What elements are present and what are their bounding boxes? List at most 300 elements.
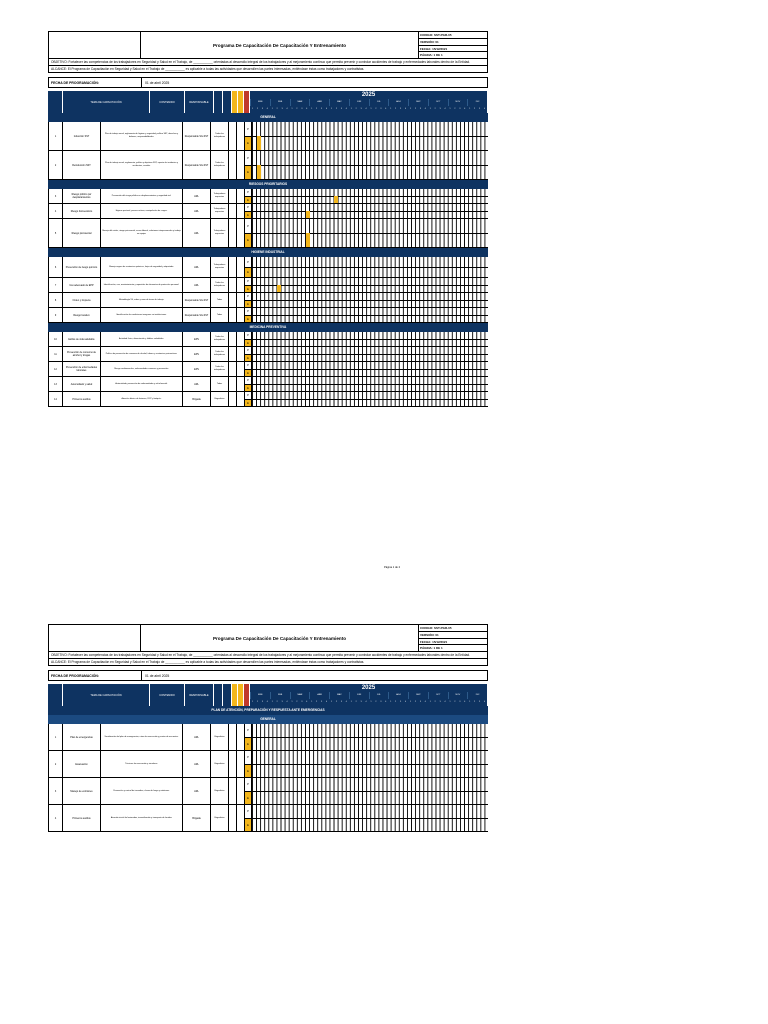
row-tema: Estilos de vida saludable bbox=[63, 332, 101, 346]
row-tema: Prevención de enfermedades laborales bbox=[63, 362, 101, 376]
plan-label: P bbox=[247, 260, 249, 264]
week-label: 3 bbox=[439, 108, 441, 111]
month-label: AGO bbox=[388, 692, 408, 699]
row-responsable: ARL bbox=[183, 257, 211, 277]
section-header: GENERAL bbox=[48, 113, 488, 122]
row-number: 1 bbox=[49, 122, 63, 150]
month-label: MAY bbox=[329, 99, 349, 106]
row-tema: Riesgo psicosocial bbox=[63, 219, 101, 247]
table-row bbox=[48, 724, 488, 751]
week-label: 3 bbox=[321, 701, 323, 704]
col-header-blank bbox=[214, 684, 223, 706]
scheduled-week-mark bbox=[306, 233, 310, 247]
row-blank bbox=[229, 122, 237, 150]
week-label: 1 bbox=[350, 701, 352, 704]
col-header-tema: TEMA DE CAPACITACIÓN bbox=[63, 91, 150, 113]
row-dirigido: Todos los trabajadores bbox=[211, 151, 229, 179]
week-label: 3 bbox=[380, 108, 382, 111]
codigo-label: CODIGO: SST-PGR-05 bbox=[419, 625, 487, 632]
week-label: 1 bbox=[291, 701, 293, 704]
week-label: 4 bbox=[326, 701, 328, 704]
row-responsable: ARL bbox=[183, 204, 211, 218]
plan-exec-cell bbox=[245, 347, 252, 361]
row-number: 14 bbox=[49, 392, 63, 406]
week-label: 1 bbox=[370, 701, 372, 704]
row-contenido: Política de prevención de consumo de alcohol, tabaco y sustancias psicoactivas. bbox=[101, 347, 183, 361]
plan-label: P bbox=[247, 810, 249, 814]
fecha-programacion-value: 01 de abril 2025 bbox=[145, 80, 170, 85]
row-responsable: EPS bbox=[183, 362, 211, 376]
month-label: JUL bbox=[369, 692, 389, 699]
plan-exec-cell bbox=[245, 204, 252, 218]
week-label: 4 bbox=[484, 701, 486, 704]
fecha-programacion-value: 01 de abril 2025 bbox=[145, 673, 170, 678]
scheduled-week-mark bbox=[277, 285, 281, 292]
week-label: 1 bbox=[251, 108, 253, 111]
week-label: 4 bbox=[385, 108, 387, 111]
grid-midline bbox=[252, 285, 488, 286]
week-label: 2 bbox=[434, 701, 436, 704]
week-label: 3 bbox=[261, 701, 263, 704]
week-label: 1 bbox=[429, 108, 431, 111]
month-label: FEB bbox=[270, 692, 290, 699]
week-label: 2 bbox=[276, 108, 278, 111]
table-row bbox=[48, 189, 488, 204]
plan-exec-cell bbox=[245, 377, 252, 391]
row-blank bbox=[237, 293, 245, 307]
week-label: 4 bbox=[484, 108, 486, 111]
row-responsable: ARL bbox=[183, 189, 211, 203]
week-grid bbox=[252, 257, 488, 277]
week-label: 1 bbox=[291, 108, 293, 111]
row-contenido: Prevención del riesgo público en desplazamientos y seguridad vial. bbox=[101, 189, 183, 203]
row-number: 6 bbox=[49, 257, 63, 277]
row-number: 4 bbox=[49, 204, 63, 218]
month-label: AGO bbox=[388, 99, 408, 106]
row-blank bbox=[237, 392, 245, 406]
table-row bbox=[48, 377, 488, 392]
row-blank bbox=[229, 347, 237, 361]
document-page-1 bbox=[48, 31, 488, 407]
row-responsable: Responsable SG-SST bbox=[183, 308, 211, 322]
table-row bbox=[48, 392, 488, 407]
row-dirigido: Todos los trabajadores bbox=[211, 347, 229, 361]
plan-exec-cell bbox=[245, 278, 252, 292]
pagina-label: PÁGINA: 1 DE 1 bbox=[420, 53, 443, 58]
pagina-label: PÁGINA: 1 DE 1 bbox=[420, 646, 443, 651]
table-row bbox=[48, 151, 488, 180]
week-label: 3 bbox=[459, 108, 461, 111]
exec-label: E bbox=[245, 233, 251, 248]
week-label: 1 bbox=[330, 701, 332, 704]
plan-exec-cell bbox=[245, 392, 252, 406]
table-row bbox=[48, 257, 488, 278]
exec-label: E bbox=[245, 339, 251, 347]
week-label: 1 bbox=[409, 701, 411, 704]
row-responsable: EPS bbox=[183, 332, 211, 346]
row-contenido: Actividad física, alimentación y hábitos saludables. bbox=[101, 332, 183, 346]
row-dirigido: Todos los trabajadores bbox=[211, 362, 229, 376]
table-row bbox=[48, 293, 488, 308]
week-label: 2 bbox=[296, 701, 298, 704]
grid-midline bbox=[252, 136, 488, 137]
objetivo-text: OBJETIVO: Fortalecer las competencias de los trabajadores en Seguridad y Salud en el Trabajo, de ___________ orientadas al desarrollo integral de los trabajadores y al mejoramiento continuo que permita prevenir y controlar accidentes de trabajo y enfermedades laborales dentro de la Entidad. bbox=[48, 652, 488, 659]
grid-midline bbox=[252, 339, 488, 340]
row-number: 8 bbox=[49, 293, 63, 307]
week-grid bbox=[252, 204, 488, 218]
row-contenido: Autocuidado, prevención de enfermedades y salud mental. bbox=[101, 377, 183, 391]
row-contenido: Atención básica de lesiones, RCP y botiquín. bbox=[101, 392, 183, 406]
plan-exec-cell bbox=[245, 362, 252, 376]
week-label: 1 bbox=[469, 701, 471, 704]
month-label: MAR bbox=[290, 692, 310, 699]
grid-midline bbox=[252, 233, 488, 234]
week-label: 2 bbox=[434, 108, 436, 111]
week-label: 4 bbox=[444, 701, 446, 704]
row-tema: Autocuidado y salud bbox=[63, 377, 101, 391]
week-row bbox=[250, 699, 487, 706]
row-number: 1 bbox=[49, 724, 63, 750]
row-number: 11 bbox=[49, 347, 63, 361]
fecha-programacion-label: FECHA DE PROGRAMACIÓN: bbox=[49, 671, 142, 680]
row-blank bbox=[237, 362, 245, 376]
table-row bbox=[48, 362, 488, 377]
row-blank bbox=[229, 778, 237, 804]
row-tema: Plan de emergencias bbox=[63, 724, 101, 750]
plan-exec-cell bbox=[245, 332, 252, 346]
week-label: 1 bbox=[330, 108, 332, 111]
row-blank bbox=[237, 332, 245, 346]
row-tema: Inducción SST bbox=[63, 122, 101, 150]
row-blank bbox=[229, 805, 237, 831]
week-label: 2 bbox=[395, 108, 397, 111]
plan-label: P bbox=[247, 334, 249, 338]
plan-label: P bbox=[247, 729, 249, 733]
exec-label: E bbox=[245, 285, 251, 293]
plan-exec-cell bbox=[245, 724, 252, 750]
plan-label: P bbox=[247, 379, 249, 383]
month-label: NOV bbox=[448, 99, 468, 106]
table-row bbox=[48, 219, 488, 248]
week-grid bbox=[252, 151, 488, 179]
week-label: 4 bbox=[306, 108, 308, 111]
week-label: 2 bbox=[474, 108, 476, 111]
table-row bbox=[48, 204, 488, 219]
schedule-table bbox=[48, 684, 488, 832]
week-label: 2 bbox=[474, 701, 476, 704]
week-label: 1 bbox=[429, 701, 431, 704]
week-label: 3 bbox=[301, 701, 303, 704]
grid-midline bbox=[252, 211, 488, 212]
week-label: 2 bbox=[414, 701, 416, 704]
week-label: 4 bbox=[424, 108, 426, 111]
week-label: 4 bbox=[405, 701, 407, 704]
section-header: MEDICINA PREVENTIVA bbox=[48, 323, 488, 332]
row-blank bbox=[229, 293, 237, 307]
month-label: FEB bbox=[270, 99, 290, 106]
grid-midline bbox=[252, 165, 488, 166]
plan-label: P bbox=[247, 756, 249, 760]
col-header-responsable: RESPONSABLE bbox=[185, 684, 214, 706]
week-grid bbox=[252, 751, 488, 777]
grid-midline bbox=[252, 399, 488, 400]
row-blank bbox=[229, 219, 237, 247]
week-label: 1 bbox=[350, 108, 352, 111]
week-label: 3 bbox=[360, 108, 362, 111]
schedule-table bbox=[48, 91, 488, 407]
row-dirigido: Brigadistas bbox=[211, 751, 229, 777]
month-label: MAR bbox=[290, 99, 310, 106]
document-header bbox=[48, 31, 488, 59]
row-number: 10 bbox=[49, 332, 63, 346]
table-row bbox=[48, 778, 488, 805]
week-label: 3 bbox=[321, 108, 323, 111]
row-contenido: Técnicas de evacuación y simulacro. bbox=[101, 751, 183, 777]
section-subheader: GENERAL bbox=[48, 715, 488, 724]
row-blank bbox=[237, 204, 245, 218]
row-blank bbox=[229, 189, 237, 203]
row-tema: Evacuación bbox=[63, 751, 101, 777]
exec-label: E bbox=[245, 300, 251, 308]
row-contenido: Manejo seguro de sustancias químicas, hojas de seguridad y etiquetado. bbox=[101, 257, 183, 277]
month-label: ABR bbox=[309, 99, 329, 106]
row-contenido: Plan de trabajo anual, reglamento, política y objetivos SST, reporte de incidentes y accidentes, comités. bbox=[101, 151, 183, 179]
week-label: 2 bbox=[414, 108, 416, 111]
scheduled-week-mark bbox=[257, 136, 261, 150]
row-responsable: EPS bbox=[183, 347, 211, 361]
row-tema: Reinducción SST bbox=[63, 151, 101, 179]
document-header bbox=[48, 624, 488, 652]
week-grid bbox=[252, 189, 488, 203]
week-label: 4 bbox=[286, 108, 288, 111]
section-header: PLAN DE ATENCIÓN, PREPARACIÓN Y RESPUESTA ANTE EMERGENCIAS bbox=[48, 706, 488, 715]
section-header: RIESGOS PRIORITARIOS bbox=[48, 180, 488, 189]
row-number: 9 bbox=[49, 308, 63, 322]
week-label: 4 bbox=[365, 701, 367, 704]
row-contenido: Atención inicial de lesionados, inmovilización y transporte de heridos. bbox=[101, 805, 183, 831]
week-label: 4 bbox=[306, 701, 308, 704]
week-grid bbox=[252, 293, 488, 307]
week-label: 4 bbox=[266, 701, 268, 704]
col-header-responsable: RESPONSABLE bbox=[185, 91, 214, 113]
row-tema: Primeros auxilios bbox=[63, 805, 101, 831]
plan-label: P bbox=[247, 224, 249, 228]
col-header-contenido: CONTENIDO bbox=[150, 684, 185, 706]
month-row bbox=[250, 692, 487, 699]
week-label: 2 bbox=[335, 108, 337, 111]
year-label: 2025 bbox=[361, 685, 376, 692]
col-header-tema: TEMA DE CAPACITACIÓN bbox=[63, 684, 150, 706]
row-responsable: Brigada bbox=[183, 392, 211, 406]
grid-midline bbox=[252, 764, 488, 765]
week-label: 4 bbox=[405, 108, 407, 111]
week-label: 2 bbox=[316, 108, 318, 111]
week-label: 3 bbox=[281, 701, 283, 704]
row-number: 2 bbox=[49, 151, 63, 179]
week-label: 4 bbox=[326, 108, 328, 111]
fecha-label: FECHA: 15/12/2021 bbox=[419, 639, 487, 646]
objetivo-text: OBJETIVO: Fortalecer las competencias de los trabajadores en Seguridad y Salud en el Trabajo, de ___________ orientadas al desarrollo integral de los trabajadores y al mejoramiento continuo que permita prevenir y controlar accidentes de trabajo y enfermedades laborales dentro de la Entidad. bbox=[48, 59, 488, 66]
exec-label: E bbox=[245, 165, 251, 180]
document-title: Programa De Capacitación De Capacitación Y Entrenamiento bbox=[141, 625, 419, 651]
fecha-programacion-label: FECHA DE PROGRAMACIÓN: bbox=[49, 78, 142, 87]
table-row bbox=[48, 805, 488, 832]
document-page-2 bbox=[48, 624, 488, 832]
week-label: 3 bbox=[380, 701, 382, 704]
plan-label: P bbox=[247, 394, 249, 398]
week-grid bbox=[252, 347, 488, 361]
row-dirigido: Todos bbox=[211, 293, 229, 307]
plan-label: P bbox=[247, 127, 249, 131]
row-responsable: ARL bbox=[183, 278, 211, 292]
week-label: 4 bbox=[266, 108, 268, 111]
plan-label: P bbox=[247, 364, 249, 368]
week-label: 4 bbox=[385, 701, 387, 704]
grid-midline bbox=[252, 354, 488, 355]
row-number: 12 bbox=[49, 362, 63, 376]
row-blank bbox=[229, 724, 237, 750]
week-label: 2 bbox=[276, 701, 278, 704]
row-contenido: Prevención y control de incendios, clases de fuego y extintores. bbox=[101, 778, 183, 804]
week-label: 2 bbox=[355, 108, 357, 111]
fecha-label: FECHA: 15/12/2021 bbox=[419, 46, 487, 53]
alcance-text: ALCANCE: El Programa de Capacitación en Seguridad y Salud en el Trabajo de ___________ es aplicable a todas las actividades que desarrollen las partes interesadas, entiéndase éstas como trabajadores y contratistas. bbox=[48, 659, 488, 666]
week-grid bbox=[252, 778, 488, 804]
week-grid bbox=[252, 219, 488, 247]
row-blank bbox=[229, 257, 237, 277]
week-label: 3 bbox=[261, 108, 263, 111]
year-label: 2025 bbox=[361, 92, 376, 99]
document-title: Programa De Capacitación De Capacitación Y Entrenamiento bbox=[141, 32, 419, 58]
row-blank bbox=[237, 724, 245, 750]
exec-label: E bbox=[245, 315, 251, 323]
col-header-number bbox=[48, 684, 63, 706]
page-footer: Página 1 de 2 bbox=[384, 566, 401, 569]
week-label: 3 bbox=[419, 108, 421, 111]
week-label: 4 bbox=[464, 701, 466, 704]
row-number: 3 bbox=[49, 189, 63, 203]
exec-label: E bbox=[245, 196, 251, 204]
week-label: 1 bbox=[311, 701, 313, 704]
col-header-blank bbox=[223, 684, 232, 706]
exec-label: E bbox=[245, 737, 251, 751]
row-tema: Riesgo público por desplazamientos bbox=[63, 189, 101, 203]
plan-exec-cell bbox=[245, 257, 252, 277]
week-label: 3 bbox=[301, 108, 303, 111]
month-label: DIC bbox=[467, 99, 487, 106]
row-blank bbox=[229, 308, 237, 322]
scheduled-week-mark bbox=[257, 165, 261, 179]
exec-label: E bbox=[245, 791, 251, 805]
week-label: 2 bbox=[395, 701, 397, 704]
row-tema: Prevención de riesgo químico bbox=[63, 257, 101, 277]
row-dirigido: Trabajadores expuestos bbox=[211, 219, 229, 247]
row-blank bbox=[237, 278, 245, 292]
row-blank bbox=[229, 377, 237, 391]
table-row bbox=[48, 751, 488, 778]
week-label: 1 bbox=[390, 701, 392, 704]
version-label: VERSIÓN: 01 bbox=[419, 632, 487, 639]
row-number: 4 bbox=[49, 805, 63, 831]
exec-label: E bbox=[245, 818, 251, 832]
week-label: 3 bbox=[479, 701, 481, 704]
month-label: DIC bbox=[467, 692, 487, 699]
row-contenido: Metodología 5S, orden y aseo de áreas de trabajo. bbox=[101, 293, 183, 307]
row-blank bbox=[229, 751, 237, 777]
month-label: JUL bbox=[369, 99, 389, 106]
row-number: 3 bbox=[49, 778, 63, 804]
month-label: JUN bbox=[349, 99, 369, 106]
week-grid bbox=[252, 332, 488, 346]
week-label: 1 bbox=[409, 108, 411, 111]
row-contenido: Manejo del estrés, riesgo psicosocial, acoso laboral, relaciones interpersonales y trabajo en equipo. bbox=[101, 219, 183, 247]
row-blank bbox=[229, 278, 237, 292]
exec-label: E bbox=[245, 764, 251, 778]
scheduled-week-mark bbox=[334, 196, 338, 203]
plan-exec-cell bbox=[245, 751, 252, 777]
row-responsable: Responsable SG-SST bbox=[183, 122, 211, 150]
table-row bbox=[48, 122, 488, 151]
row-blank bbox=[237, 122, 245, 150]
row-blank bbox=[229, 204, 237, 218]
row-dirigido: Todos los trabajadores bbox=[211, 332, 229, 346]
row-responsable: ARL bbox=[183, 751, 211, 777]
row-blank bbox=[237, 219, 245, 247]
table-row bbox=[48, 308, 488, 323]
month-label: SEP bbox=[408, 99, 428, 106]
week-label: 3 bbox=[340, 108, 342, 111]
week-label: 1 bbox=[370, 108, 372, 111]
row-responsable: Brigada bbox=[183, 805, 211, 831]
row-dirigido: Brigadistas bbox=[211, 392, 229, 406]
col-header-contenido: CONTENIDO bbox=[150, 91, 185, 113]
week-label: 2 bbox=[454, 701, 456, 704]
week-label: 2 bbox=[296, 108, 298, 111]
table-row bbox=[48, 347, 488, 362]
grid-midline bbox=[252, 300, 488, 301]
row-tema: Manejo de extintores bbox=[63, 778, 101, 804]
grid-midline bbox=[252, 737, 488, 738]
week-label: 3 bbox=[281, 108, 283, 111]
month-label: ABR bbox=[309, 692, 329, 699]
row-tema: Riesgo biomecánico bbox=[63, 204, 101, 218]
row-blank bbox=[237, 189, 245, 203]
week-grid bbox=[252, 308, 488, 322]
row-dirigido: Brigadistas bbox=[211, 724, 229, 750]
col-header-blank bbox=[223, 91, 232, 113]
row-dirigido: Brigadistas bbox=[211, 778, 229, 804]
row-dirigido: Todos bbox=[211, 308, 229, 322]
row-blank bbox=[237, 308, 245, 322]
row-dirigido: Trabajadores expuestos bbox=[211, 204, 229, 218]
plan-label: P bbox=[247, 295, 249, 299]
week-label: 2 bbox=[316, 701, 318, 704]
row-blank bbox=[229, 332, 237, 346]
week-label: 1 bbox=[251, 701, 253, 704]
plan-exec-cell bbox=[245, 778, 252, 804]
exec-label: E bbox=[245, 267, 251, 278]
row-contenido: Higiene postural, pausas activas, manipulación de cargas. bbox=[101, 204, 183, 218]
row-responsable: ARL bbox=[183, 724, 211, 750]
plan-exec-cell bbox=[245, 293, 252, 307]
month-row bbox=[250, 99, 487, 106]
row-number: 13 bbox=[49, 377, 63, 391]
week-label: 2 bbox=[454, 108, 456, 111]
week-label: 2 bbox=[375, 701, 377, 704]
col-header-number bbox=[48, 91, 63, 113]
grid-midline bbox=[252, 791, 488, 792]
row-number: 2 bbox=[49, 751, 63, 777]
